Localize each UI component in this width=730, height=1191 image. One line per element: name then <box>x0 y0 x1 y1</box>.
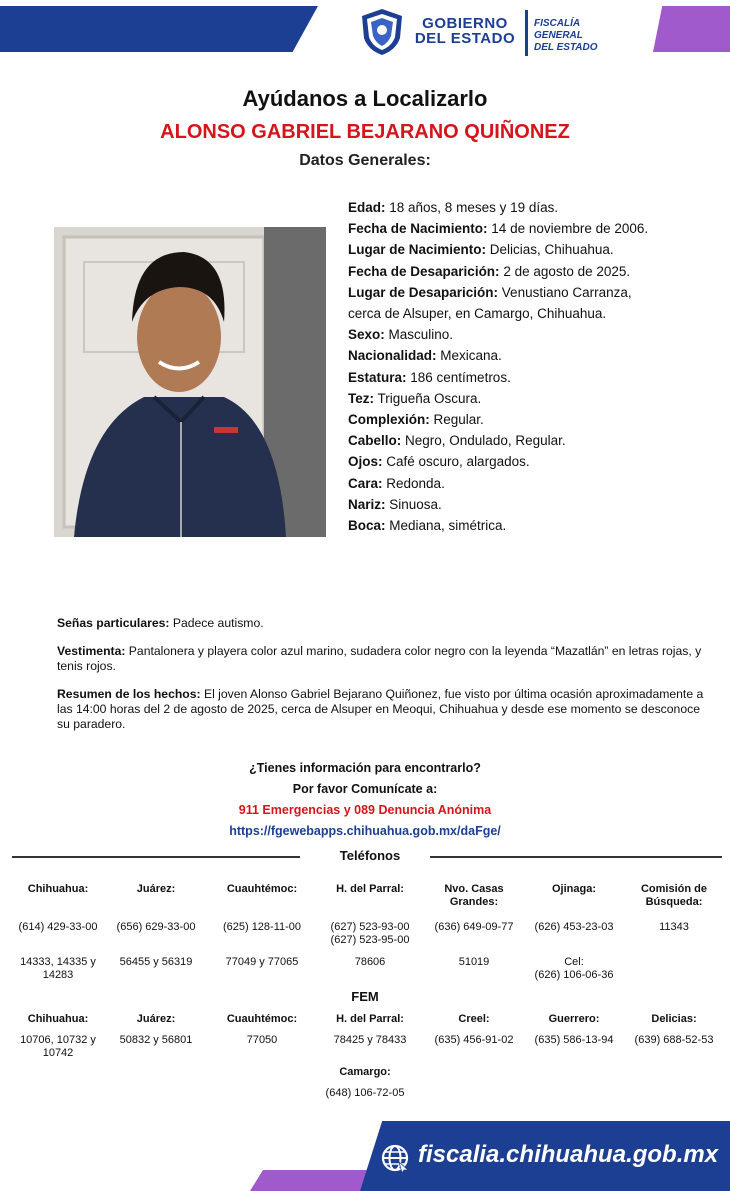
telefonos-ext-1: 56455 y 56319 <box>119 956 193 968</box>
footer-website[interactable]: fiscalia.chihuahua.gob.mx <box>418 1141 719 1168</box>
telefonos-header-5: Ojinaga: <box>551 883 596 895</box>
header-purple-band <box>653 6 730 52</box>
fem-header-5: Guerrero: <box>548 1013 600 1025</box>
fem-header-1: Juárez: <box>136 1013 176 1025</box>
detail-tez: Tez: Trigueña Oscura. <box>348 390 482 406</box>
fem-header-6: Delicias: <box>651 1013 697 1025</box>
telefonos-ext-3: 78606 <box>354 956 386 968</box>
detail-cabello: Cabello: Negro, Ondulado, Regular. <box>348 433 566 449</box>
fem-phone-6: (639) 688-52-53 <box>634 1034 714 1046</box>
fem-phone-5: (635) 586-13-94 <box>534 1034 614 1046</box>
cta-contact: Por favor Comunícate a: <box>292 782 438 796</box>
missing-person-photo <box>54 227 326 537</box>
fem-phone-4: (635) 456-91-02 <box>434 1034 514 1046</box>
detail-edad: Edad: 18 años, 8 meses y 19 días. <box>348 200 559 215</box>
telefonos-ext-0: 14333, 14335 y 14283 <box>20 956 96 981</box>
camargo-phone: (648) 106-72-05 <box>325 1087 405 1099</box>
telefonos-phone-6: 11343 <box>659 921 689 933</box>
header-blue-band <box>0 6 318 52</box>
fem-phone-3: 78425 y 78433 <box>333 1034 407 1046</box>
detail-cara: Cara: Redonda. <box>348 475 445 491</box>
detail-fecha-desaparicion: Fecha de Desaparición: 2 de agosto de 2025. <box>348 263 631 279</box>
detail-fecha-nacimiento: Fecha de Nacimiento: 14 de noviembre de 2006. <box>348 221 649 237</box>
vestimenta: Vestimenta: Pantalonera y playera color azul marino, sudadera color negro con la leyenda “Mazatlán” en letras rojas, y tenis rojos. <box>57 644 702 673</box>
telefonos-header-6: Comisión de Búsqueda: <box>640 883 707 908</box>
logo-divider <box>525 10 528 56</box>
camargo-label: Camargo: <box>339 1066 391 1078</box>
state-seal-icon <box>360 8 404 56</box>
fem-phone-1: 50832 y 56801 <box>119 1034 193 1046</box>
detail-boca: Boca: Mediana, simétrica. <box>348 518 507 534</box>
fge-line1: FISCALÍA GENERAL <box>534 18 583 41</box>
telefonos-title: Teléfonos <box>339 848 401 863</box>
cta-question: ¿Tienes información para encontrarlo? <box>249 761 481 775</box>
fem-header-2: Cuauhtémoc: <box>226 1013 298 1025</box>
missing-person-name: ALONSO GABRIEL BEJARANO QUIÑONEZ <box>160 121 570 143</box>
fem-phone-0: 10706, 10732 y 10742 <box>20 1034 96 1059</box>
telefonos-header-4: Nvo. Casas Grandes: <box>444 883 504 908</box>
telefonos-phone-4: (636) 649-09-77 <box>434 921 514 933</box>
page-title: Ayúdanos a Localizarlo <box>242 86 488 111</box>
detail-nacionalidad: Nacionalidad: Mexicana. <box>348 348 502 364</box>
telefonos-phone-0: (614) 429-33-00 <box>18 921 98 933</box>
gov-line1: GOBIERNO <box>422 15 508 32</box>
telefonos-phone-2: (625) 128-11-00 <box>222 921 302 933</box>
detail-complexion: Complexión: Regular. <box>348 412 484 428</box>
government-logo-text <box>410 16 520 46</box>
fem-header-4: Creel: <box>458 1013 490 1025</box>
cta-emergency: 911 Emergencias y 089 Denuncia Anónima <box>238 803 492 817</box>
detail-nariz: Nariz: Sinuosa. <box>348 496 442 512</box>
telefonos-header-0: Chihuahua: <box>27 883 89 895</box>
detail-lugar-nacimiento: Lugar de Nacimiento: Delicias, Chihuahua. <box>348 242 614 258</box>
telefonos-phone-5: (626) 453-23-03 <box>534 921 614 933</box>
detail-estatura: Estatura: 186 centímetros. <box>348 369 511 385</box>
fem-title: FEM <box>351 989 379 1004</box>
telefonos-ext-2: 77049 y 77065 <box>225 956 299 968</box>
gov-line2: DEL ESTADO <box>414 30 516 47</box>
detail-ojos: Ojos: Café oscuro, alargados. <box>348 454 530 470</box>
report-link[interactable]: https://fgewebapps.chihuahua.gob.mx/daFge/ <box>229 824 501 838</box>
telefonos-rule-left <box>12 856 300 858</box>
footer-purple-band <box>250 1170 380 1191</box>
telefonos-phone-3: (627) 523-93-00 (627) 523-95-00 <box>330 921 410 946</box>
telefonos-ext-5: Cel: (626) 106-06-36 <box>534 956 614 981</box>
telefonos-ext-4: 51019 <box>458 956 490 968</box>
detail-lugar-desaparicion: Lugar de Desaparición: Venustiano Carranza, cerca de Alsuper, en Camargo, Chihuahua. <box>348 284 632 322</box>
detail-sexo: Sexo: Masculino. <box>348 327 454 343</box>
fem-header-3: H. del Parral: <box>336 1013 404 1025</box>
fem-phone-2: 77050 <box>246 1034 278 1046</box>
senas-particulares: Señas particulares: Padece autismo. <box>57 616 264 630</box>
fge-line2: DEL ESTADO <box>534 42 598 53</box>
globe-icon <box>380 1143 410 1173</box>
details-list <box>348 197 668 536</box>
telefonos-phone-1: (656) 629-33-00 <box>116 921 196 933</box>
telefonos-rule-right <box>430 856 722 858</box>
resumen-hechos: Resumen de los hechos: El joven Alonso Gabriel Bejarano Quiñonez, fue visto por última ocasión aproximadamente a las 14:00 horas del 2 de agosto de 2025, cerca de Alsuper en Meoqui, Chihuahua y desde ese momento se desconoce su paradero. <box>57 687 704 731</box>
telefonos-header-2: Cuauhtémoc: <box>226 883 298 895</box>
fem-header-0: Chihuahua: <box>27 1013 89 1025</box>
fiscalia-logo-text <box>534 18 624 54</box>
telefonos-header-3: H. del Parral: <box>336 883 404 895</box>
section-subtitle: Datos Generales: <box>299 152 431 169</box>
telefonos-header-1: Juárez: <box>136 883 176 895</box>
